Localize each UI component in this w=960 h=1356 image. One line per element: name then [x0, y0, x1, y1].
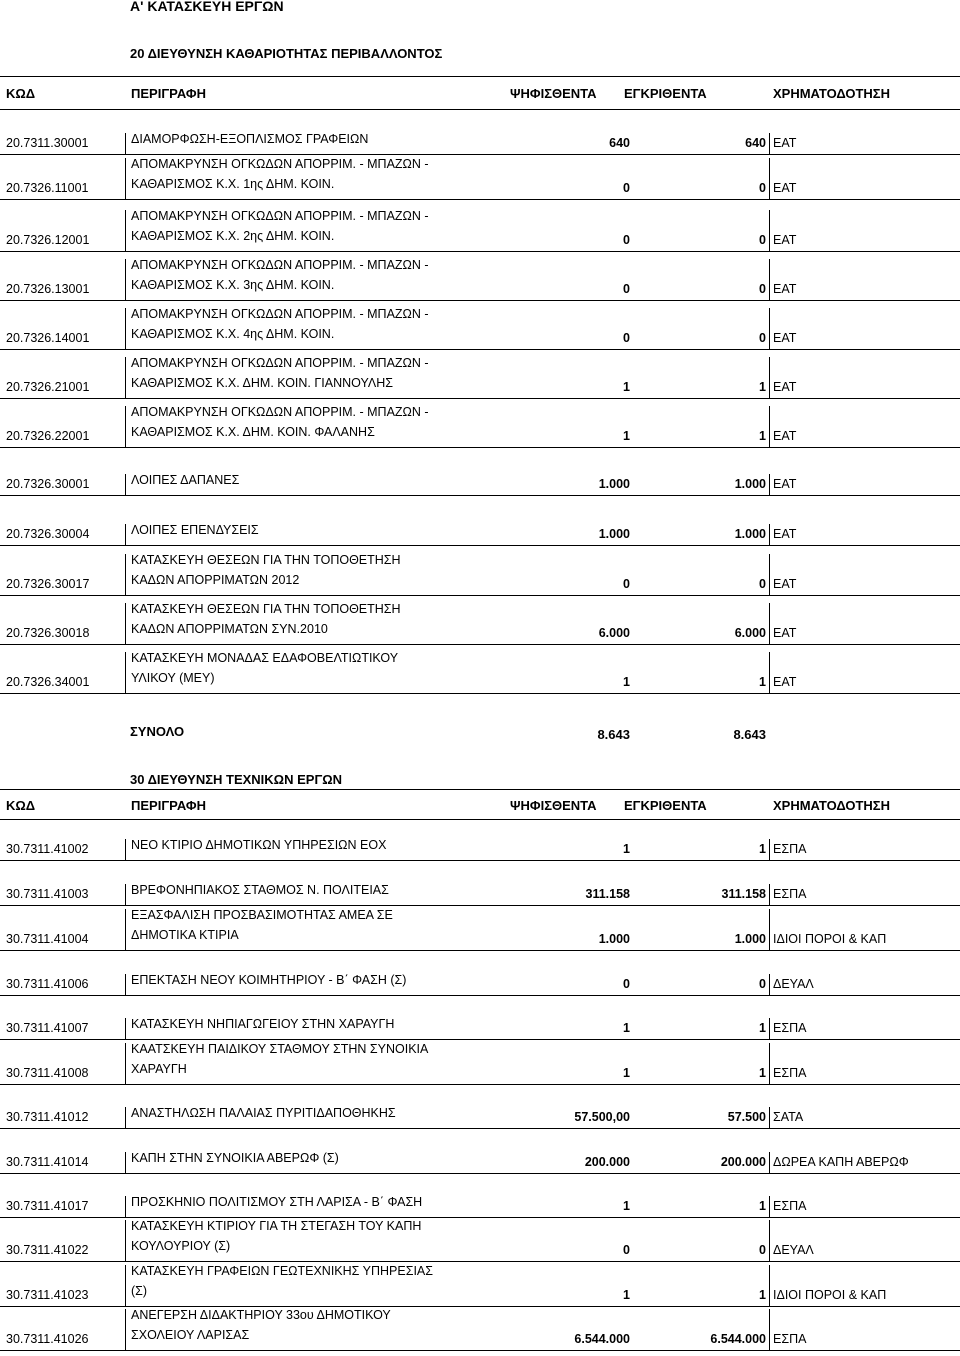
row-rule [0, 495, 960, 496]
row-divider-fund [769, 554, 770, 596]
row-description-line-1: ΑΠΟΜΑΚΡΥΝΣΗ ΟΓΚΩΔΩΝ ΑΠΟΡΡΙΜ. - ΜΠΑΖΩΝ - [131, 405, 429, 419]
row-divider [125, 210, 126, 252]
row-code: 30.7311.41006 [6, 977, 89, 991]
header-approved: ΕΓΚΡΙΘΕΝΤΑ [624, 86, 707, 101]
row-description-line-1: ΑΠΟΜΑΚΡΥΝΣΗ ΟΓΚΩΔΩΝ ΑΠΟΡΡΙΜ. - ΜΠΑΖΩΝ - [131, 258, 429, 272]
row-description [131, 1148, 339, 1168]
row-rule [0, 251, 960, 252]
row-divider [125, 474, 126, 496]
row-approved: 0 [759, 977, 766, 991]
row-voted: 57.500,00 [574, 1110, 630, 1124]
row-approved: 0 [759, 282, 766, 296]
table-row [0, 1148, 960, 1170]
row-divider [125, 909, 126, 951]
row-code: 30.7311.41004 [6, 932, 89, 946]
row-description [131, 304, 429, 344]
row-code: 20.7326.30001 [6, 477, 90, 491]
row-voted: 0 [623, 577, 630, 591]
row-code: 30.7311.41022 [6, 1243, 89, 1257]
row-code: 30.7311.41002 [6, 842, 89, 856]
table-row [0, 970, 960, 992]
row-description-line-2: (Σ) [131, 1284, 148, 1298]
page-title: Α' ΚΑΤΑΣΚΕΥΗ ΕΡΓΩΝ [130, 0, 284, 14]
row-description-line-2: ΥΛΙΚΟΥ (ΜΕΥ) [131, 671, 215, 685]
row-description [131, 880, 389, 900]
row-code: 20.7326.21001 [6, 380, 90, 394]
row-divider [125, 974, 126, 996]
row-code: 30.7311.41012 [6, 1110, 89, 1124]
table-row [0, 599, 960, 641]
row-description-line-2: ΚΑΘΑΡΙΣΜΟΣ Κ.Χ. 4ης ΔΗΜ. ΚΟΙΝ. [131, 327, 335, 341]
row-rule [0, 545, 960, 546]
row-voted: 0 [623, 1243, 630, 1257]
row-description-line-1: ΚΑΤΑΣΚΕΥΗ ΘΕΣΕΩΝ ΓΙΑ ΤΗΝ ΤΟΠΟΘΕΤΗΣΗ [131, 602, 401, 616]
row-divider-fund [769, 158, 770, 200]
table-row [0, 1261, 960, 1303]
row-approved: 1 [759, 675, 766, 689]
row-description-line-1: ΠΡΟΣΚΗΝΙΟ ΠΟΛΙΤΙΣΜΟΥ ΣΤΗ ΛΑΡΙΣΑ - Β΄ ΦΑΣΗ [131, 1195, 423, 1209]
row-funding: ΙΔΙΟΙ ΠΟΡΟΙ & ΚΑΠ [773, 1288, 887, 1302]
row-divider [125, 357, 126, 399]
row-description [131, 206, 429, 246]
row-divider-fund [769, 1196, 770, 1218]
row-divider [125, 652, 126, 694]
row-voted: 6.544.000 [574, 1332, 630, 1346]
table-row [0, 154, 960, 196]
row-approved: 6.544.000 [710, 1332, 766, 1346]
row-description-line-1: ΑΝΑΣΤΗΛΩΣΗ ΠΑΛΑΙΑΣ ΠΥΡΙΤΙΔΑΠΟΘΗΚΗΣ [131, 1106, 396, 1120]
row-funding: ΕΑΤ [773, 577, 797, 591]
row-voted: 1 [623, 675, 630, 689]
row-rule [0, 199, 960, 200]
row-description-line-2: ΔΗΜΟΤΙΚΑ ΚΤΙΡΙΑ [131, 928, 239, 942]
row-rule [0, 1128, 960, 1129]
row-description [131, 255, 429, 295]
row-code: 20.7326.30004 [6, 527, 90, 541]
row-funding: ΕΣΠΑ [773, 842, 807, 856]
row-voted: 0 [623, 977, 630, 991]
row-divider-fund [769, 133, 770, 155]
table-row [0, 905, 960, 947]
row-code: 20.7326.30018 [6, 626, 90, 640]
row-code: 20.7326.14001 [6, 331, 90, 345]
section-title-cleaning: 20 ΔΙΕΥΘΥΝΣΗ ΚΑΘΑΡΙΟΤΗΤΑΣ ΠΕΡΙΒΑΛΛΟΝΤΟΣ [130, 46, 443, 61]
row-voted: 1 [623, 429, 630, 443]
row-rule [0, 398, 960, 399]
row-description-line-1: ΕΠΕΚΤΑΣΗ ΝΕΟΥ ΚΟΙΜΗΤΗΡΙΟΥ - Β΄ ΦΑΣΗ (Σ) [131, 973, 407, 987]
row-rule [0, 693, 960, 694]
row-approved: 1 [759, 1021, 766, 1035]
row-divider-fund [769, 884, 770, 906]
table-row [0, 550, 960, 592]
row-description-line-2: ΚΑΔΩΝ ΑΠΟΡΡΙΜΑΤΩΝ 2012 [131, 573, 300, 587]
row-code: 20.7326.12001 [6, 233, 90, 247]
row-divider-fund [769, 474, 770, 496]
row-description-line-1: ΛΟΙΠΕΣ ΔΑΠΑΝΕΣ [131, 473, 240, 487]
row-approved: 1.000 [734, 527, 766, 541]
row-code: 30.7311.41017 [6, 1199, 89, 1213]
total-voted: 8.643 [597, 727, 630, 742]
row-divider-fund [769, 1220, 770, 1262]
row-approved: 200.000 [720, 1155, 766, 1169]
row-divider-fund [769, 1152, 770, 1174]
row-description [131, 1039, 428, 1079]
table-row [0, 402, 960, 444]
row-funding: ΕΑΤ [773, 477, 797, 491]
row-divider-fund [769, 259, 770, 301]
row-funding: ΕΣΠΑ [773, 1199, 807, 1213]
row-divider [125, 603, 126, 645]
row-rule [0, 300, 960, 301]
row-voted: 1 [623, 1021, 630, 1035]
row-rule [0, 447, 960, 448]
row-description [131, 905, 393, 945]
total-approved: 8.643 [733, 727, 766, 742]
row-funding: ΙΔΙΟΙ ΠΟΡΟΙ & ΚΑΠ [773, 932, 887, 946]
row-divider [125, 1018, 126, 1040]
row-approved: 6.000 [734, 626, 766, 640]
row-funding: ΕΑΤ [773, 527, 797, 541]
row-code: 30.7311.41008 [6, 1066, 89, 1080]
row-rule [0, 644, 960, 645]
row-code: 30.7311.41023 [6, 1288, 89, 1302]
row-approved: 0 [759, 181, 766, 195]
table-row [0, 1305, 960, 1347]
row-divider [125, 1309, 126, 1351]
row-divider [125, 158, 126, 200]
header-code: ΚΩΔ [6, 86, 36, 101]
row-description [131, 1216, 421, 1256]
row-code: 30.7311.41003 [6, 887, 89, 901]
row-voted: 1.000 [598, 477, 630, 491]
row-code: 20.7326.11001 [6, 181, 89, 195]
row-funding: ΔΩΡΕΑ ΚΑΠΗ ΑΒΕΡΩΦ [773, 1155, 909, 1169]
row-code: 30.7311.41026 [6, 1332, 89, 1346]
table-row [0, 470, 960, 492]
table-row [0, 1103, 960, 1125]
table-row [0, 304, 960, 346]
header-code-2: ΚΩΔ [6, 798, 36, 813]
row-code: 20.7326.22001 [6, 429, 90, 443]
header-funding: ΧΡΗΜΑΤΟΔΟΤΗΣΗ [773, 86, 890, 101]
row-description [131, 154, 429, 194]
row-rule [0, 995, 960, 996]
row-description [131, 353, 429, 393]
row-voted: 640 [609, 136, 630, 150]
row-divider [125, 259, 126, 301]
row-voted: 1 [623, 842, 630, 856]
table-row [0, 880, 960, 902]
row-divider-fund [769, 1309, 770, 1351]
row-divider [125, 884, 126, 906]
table-row [0, 206, 960, 248]
row-approved: 0 [759, 331, 766, 345]
row-description-line-1: ΚΑΤΑΣΚΕΥΗ ΜΟΝΑΔΑΣ ΕΔΑΦΟΒΕΛΤΙΩΤΙΚΟΥ [131, 651, 399, 665]
row-divider [125, 1152, 126, 1174]
row-approved: 1.000 [734, 932, 766, 946]
row-description [131, 550, 401, 590]
row-description [131, 599, 401, 639]
row-rule [0, 860, 960, 861]
row-voted: 1.000 [598, 527, 630, 541]
row-divider [125, 839, 126, 861]
row-description-line-1: ΑΠΟΜΑΚΡΥΝΣΗ ΟΓΚΩΔΩΝ ΑΠΟΡΡΙΜ. - ΜΠΑΖΩΝ - [131, 356, 429, 370]
row-rule [0, 349, 960, 350]
row-funding: ΕΑΤ [773, 136, 797, 150]
row-description-line-2: ΚΟΥΛΟΥΡΙΟΥ (Σ) [131, 1239, 231, 1253]
row-divider-fund [769, 308, 770, 350]
row-approved: 1 [759, 429, 766, 443]
row-divider [125, 1107, 126, 1129]
row-voted: 0 [623, 181, 630, 195]
table-row [0, 255, 960, 297]
header-approved-2: ΕΓΚΡΙΘΕΝΤΑ [624, 798, 707, 813]
table-row [0, 1039, 960, 1081]
table-row [0, 648, 960, 690]
row-approved: 57.500 [727, 1110, 766, 1124]
row-funding: ΕΑΤ [773, 626, 797, 640]
row-divider-fund [769, 524, 770, 546]
row-approved: 1.000 [734, 477, 766, 491]
row-approved: 0 [759, 577, 766, 591]
header-bottom-rule-2 [0, 819, 960, 820]
row-divider-fund [769, 210, 770, 252]
row-description-line-2: ΚΑΘΑΡΙΣΜΟΣ Κ.Χ. 1ης ΔΗΜ. ΚΟΙΝ. [131, 177, 335, 191]
row-description-line-1: ΚΑΠΗ ΣΤΗΝ ΣΥΝΟΙΚΙΑ ΑΒΕΡΩΦ (Σ) [131, 1151, 339, 1165]
row-divider-fund [769, 974, 770, 996]
row-voted: 0 [623, 282, 630, 296]
row-description-line-2: ΧΑΡΑΥΓΗ [131, 1062, 187, 1076]
row-description-line-2: ΚΑΘΑΡΙΣΜΟΣ Κ.Χ. ΔΗΜ. ΚΟΙΝ. ΓΙΑΝΝΟΥΛΗΣ [131, 376, 393, 390]
row-description-line-2: ΚΑΘΑΡΙΣΜΟΣ Κ.Χ. 2ης ΔΗΜ. ΚΟΙΝ. [131, 229, 335, 243]
row-divider-fund [769, 1265, 770, 1307]
row-description [131, 520, 259, 540]
row-description-line-1: ΚΑΤΑΣΚΕΥΗ ΘΕΣΕΩΝ ΓΙΑ ΤΗΝ ΤΟΠΟΘΕΤΗΣΗ [131, 553, 401, 567]
row-description-line-1: ΚΑΤΑΣΚΕΥΗ ΚΤΙΡΙΟΥ ΓΙΑ ΤΗ ΣΤΕΓΑΣΗ ΤΟΥ ΚΑΠΗ [131, 1219, 422, 1233]
row-description-line-1: ΑΠΟΜΑΚΡΥΝΣΗ ΟΓΚΩΔΩΝ ΑΠΟΡΡΙΜ. - ΜΠΑΖΩΝ - [131, 157, 429, 171]
row-description-line-1: ΚΑΑΤΣΚΕΥΗ ΠΑΙΔΙΚΟΥ ΣΤΑΘΜΟΥ ΣΤΗΝ ΣΥΝΟΙΚΙΑ [131, 1042, 429, 1056]
row-divider-fund [769, 909, 770, 951]
section-title-technical: 30 ΔΙΕΥΘΥΝΣΗ ΤΕΧΝΙΚΩΝ ΕΡΓΩΝ [130, 772, 343, 787]
header-description-2: ΠΕΡΙΓΡΑΦΗ [131, 798, 206, 813]
row-voted: 0 [623, 233, 630, 247]
row-description-line-1: ΔΙΑΜΟΡΦΩΣΗ-ΕΞΟΠΛΙΣΜΟΣ ΓΡΑΦΕΙΩΝ [131, 132, 369, 146]
row-description [131, 835, 386, 855]
row-approved: 1 [759, 380, 766, 394]
row-funding: ΕΣΠΑ [773, 1332, 807, 1346]
row-code: 20.7311.30001 [6, 136, 89, 150]
row-voted: 6.000 [598, 626, 630, 640]
row-rule [0, 1084, 960, 1085]
row-description [131, 970, 406, 990]
row-voted: 1 [623, 380, 630, 394]
row-voted: 1 [623, 1199, 630, 1213]
row-voted: 0 [623, 331, 630, 345]
table-row [0, 835, 960, 857]
row-funding: ΣΑΤΑ [773, 1110, 804, 1124]
row-approved: 311.158 [721, 887, 766, 901]
row-divider-fund [769, 1107, 770, 1129]
total-label: ΣΥΝΟΛΟ [130, 724, 185, 739]
row-voted: 311.158 [585, 887, 630, 901]
row-description-line-1: ΛΟΙΠΕΣ ΕΠΕΝΔΥΣΕΙΣ [131, 523, 259, 537]
row-approved: 1 [759, 1288, 766, 1302]
row-divider [125, 554, 126, 596]
row-code: 20.7326.30017 [6, 577, 90, 591]
header-bottom-rule [0, 109, 960, 110]
table-row [0, 353, 960, 395]
table-row [0, 520, 960, 542]
row-funding: ΕΑΤ [773, 331, 797, 345]
row-divider [125, 524, 126, 546]
row-description-line-1: ΑΝΕΓΕΡΣΗ ΔΙΔΑΚΤΗΡΙΟΥ 33ου ΔΗΜΟΤΙΚΟΥ [131, 1308, 391, 1322]
row-description [131, 129, 368, 149]
row-description-line-1: ΑΠΟΜΑΚΡΥΝΣΗ ΟΓΚΩΔΩΝ ΑΠΟΡΡΙΜ. - ΜΠΑΖΩΝ - [131, 209, 429, 223]
row-voted: 200.000 [584, 1155, 630, 1169]
header-voted: ΨΗΦΙΣΘΕΝΤΑ [510, 86, 597, 101]
row-funding: ΕΑΤ [773, 282, 797, 296]
table-row [0, 1192, 960, 1214]
row-funding: ΔΕΥΑΛ [773, 1243, 814, 1257]
row-description-line-2: ΚΑΘΑΡΙΣΜΟΣ Κ.Χ. 3ης ΔΗΜ. ΚΟΙΝ. [131, 278, 335, 292]
row-approved: 1 [759, 1066, 766, 1080]
row-divider [125, 133, 126, 155]
row-funding: ΕΣΠΑ [773, 887, 807, 901]
row-description [131, 1014, 394, 1034]
row-description [131, 1305, 391, 1345]
row-funding: ΕΑΤ [773, 233, 797, 247]
row-voted: 1 [623, 1288, 630, 1302]
row-rule [0, 1173, 960, 1174]
row-divider [125, 1220, 126, 1262]
row-divider [125, 1196, 126, 1218]
row-description [131, 1192, 422, 1212]
row-divider-fund [769, 1018, 770, 1040]
row-code: 30.7311.41014 [6, 1155, 89, 1169]
row-divider-fund [769, 839, 770, 861]
row-description-line-1: ΒΡΕΦΟΝΗΠΙΑΚΟΣ ΣΤΑΘΜΟΣ Ν. ΠΟΛΙΤΕΙΑΣ [131, 883, 389, 897]
row-description [131, 1103, 396, 1123]
row-divider-fund [769, 603, 770, 645]
row-funding: ΕΑΤ [773, 181, 797, 195]
row-approved: 1 [759, 842, 766, 856]
row-description [131, 402, 429, 442]
row-divider [125, 406, 126, 448]
row-funding: ΕΑΤ [773, 675, 797, 689]
row-code: 20.7326.13001 [6, 282, 90, 296]
row-description-line-2: ΚΑΔΩΝ ΑΠΟΡΡΙΜΑΤΩΝ ΣΥΝ.2010 [131, 622, 328, 636]
header-top-rule [0, 76, 960, 77]
row-approved: 0 [759, 233, 766, 247]
row-description [131, 470, 239, 490]
row-divider-fund [769, 357, 770, 399]
row-approved: 1 [759, 1199, 766, 1213]
header-description: ΠΕΡΙΓΡΑΦΗ [131, 86, 206, 101]
row-funding: ΕΑΤ [773, 380, 797, 394]
table-row [0, 1216, 960, 1258]
header-voted-2: ΨΗΦΙΣΘΕΝΤΑ [510, 798, 597, 813]
row-divider [125, 1265, 126, 1307]
row-rule [0, 595, 960, 596]
header-top-rule-2 [0, 789, 960, 790]
row-voted: 1.000 [598, 932, 630, 946]
row-description-line-1: ΚΑΤΑΣΚΕΥΗ ΓΡΑΦΕΙΩΝ ΓΕΩΤΕΧΝΙΚΗΣ ΥΠΗΡΕΣΙΑΣ [131, 1264, 433, 1278]
row-description [131, 648, 398, 688]
header-funding-2: ΧΡΗΜΑΤΟΔΟΤΗΣΗ [773, 798, 890, 813]
row-code: 30.7311.41007 [6, 1021, 89, 1035]
row-divider-fund [769, 406, 770, 448]
row-description-line-2: ΚΑΘΑΡΙΣΜΟΣ Κ.Χ. ΔΗΜ. ΚΟΙΝ. ΦΑΛΑΝΗΣ [131, 425, 375, 439]
row-funding: ΔΕΥΑΛ [773, 977, 814, 991]
row-divider-fund [769, 1043, 770, 1085]
row-funding: ΕΣΠΑ [773, 1021, 807, 1035]
table-row [0, 1014, 960, 1036]
row-divider-fund [769, 652, 770, 694]
row-funding: ΕΣΠΑ [773, 1066, 807, 1080]
row-description-line-1: ΕΞΑΣΦΑΛΙΣΗ ΠΡΟΣΒΑΣΙΜΟΤΗΤΑΣ ΑΜΕΑ ΣΕ [131, 908, 393, 922]
row-description-line-2: ΣΧΟΛΕΙΟΥ ΛΑΡΙΣΑΣ [131, 1328, 250, 1342]
row-description-line-1: ΝΕΟ ΚΤΙΡΙΟ ΔΗΜΟΤΙΚΩΝ ΥΠΗΡΕΣΙΩΝ ΕΟΧ [131, 838, 387, 852]
row-description-line-1: ΑΠΟΜΑΚΡΥΝΣΗ ΟΓΚΩΔΩΝ ΑΠΟΡΡΙΜ. - ΜΠΑΖΩΝ - [131, 307, 429, 321]
table-row [0, 129, 960, 151]
row-description [131, 1261, 433, 1301]
row-funding: ΕΑΤ [773, 429, 797, 443]
row-rule [0, 1350, 960, 1351]
row-code: 20.7326.34001 [6, 675, 90, 689]
row-approved: 640 [745, 136, 766, 150]
row-voted: 1 [623, 1066, 630, 1080]
row-rule [0, 950, 960, 951]
row-divider [125, 1043, 126, 1085]
row-description-line-1: ΚΑΤΑΣΚΕΥΗ ΝΗΠΙΑΓΩΓΕΙΟΥ ΣΤΗΝ ΧΑΡΑΥΓΗ [131, 1017, 395, 1031]
row-approved: 0 [759, 1243, 766, 1257]
row-divider [125, 308, 126, 350]
